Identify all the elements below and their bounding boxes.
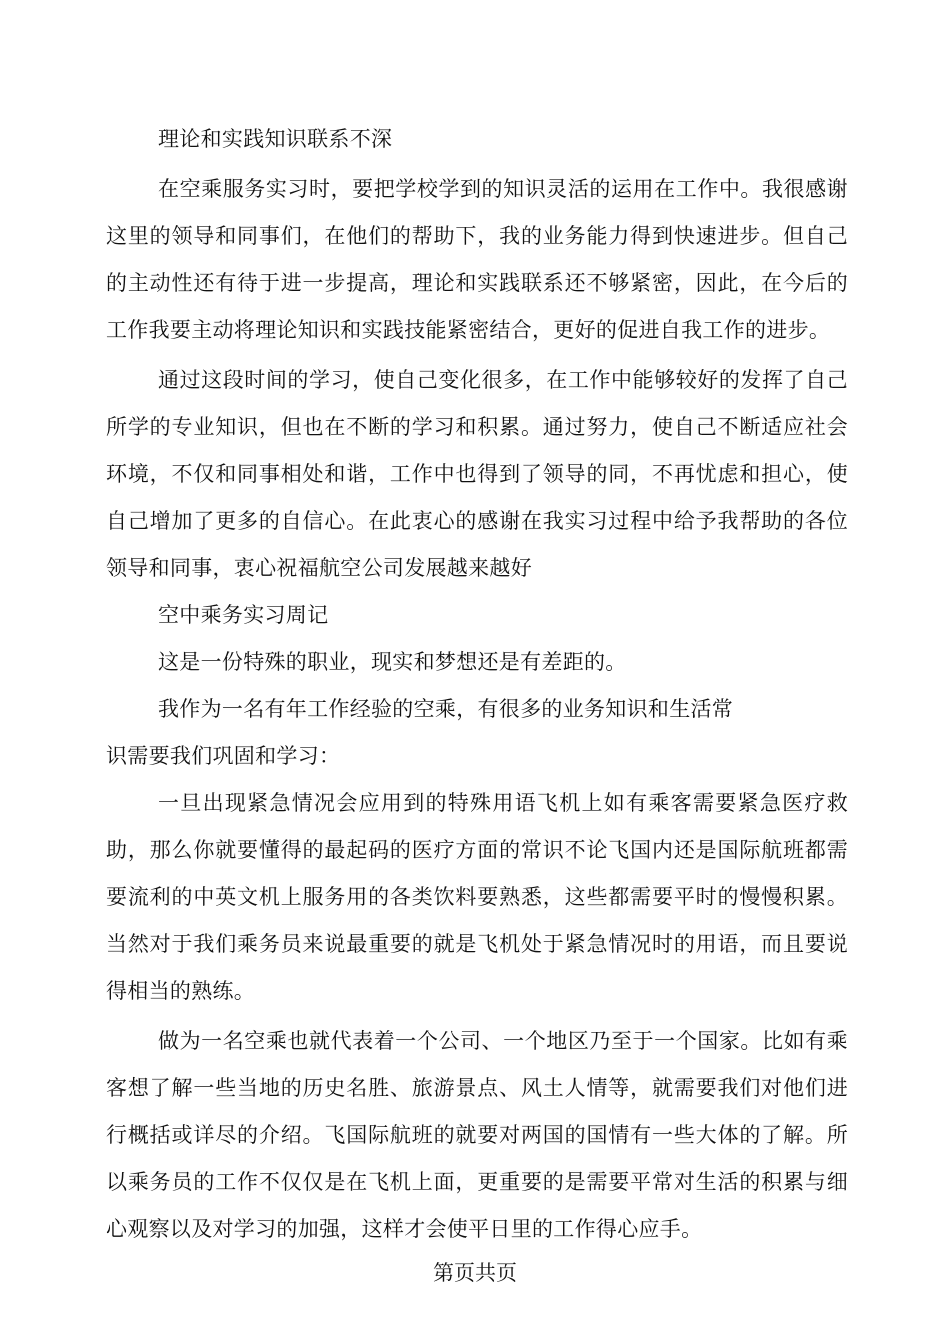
document-body (106, 116, 848, 1253)
paragraph-special-profession: 这是一份特殊的职业，现实和梦想还是有差距的。 (158, 650, 627, 674)
page-footer: 第页共页 (433, 1261, 517, 1285)
paragraph-emergency-terms: 一旦出现紧急情况会应用到的特殊用语飞机上如有乘客需要紧急医疗救助，那么你就要懂得的最起码的医疗方面的常识不论飞国内还是国际航班都需要流利的中英文机上服务用的各类饮料要熟悉，这些都需要平时的慢慢积累。当然对于我们乘务员来说最重要的就是飞机处于紧急情况时的用语，而且要说得相当的熟练。 (106, 791, 848, 1003)
paragraph-experience-continued: 识需要我们巩固和学习： (106, 744, 341, 768)
paragraph-experience-intro: 我作为一名有年工作经验的空乘，有很多的业务知识和生活常 (158, 697, 734, 721)
paragraph-learning-progress: 通过这段时间的学习，使自己变化很多，在工作中能够较好的发挥了自己所学的专业知识，但也在不断的学习和积累。通过努力，使自己不断适应社会环境，不仅和同事相处和谐，工作中也得到了领导的同，不再忧虑和担心，使自己增加了更多的自信心。在此衷心的感谢在我实习过程中给予我帮助的各位领导和同事，衷心祝福航空公司发展越来越好 (106, 368, 848, 580)
section-heading-weekly-journal: 空中乘务实习周记 (158, 603, 329, 627)
paragraph-representation: 做为一名空乘也就代表着一个公司、一个地区乃至于一个国家。比如有乘客想了解一些当地的历史名胜、旅游景点、风土人情等，就需要我们对他们进行概括或详尽的介绍。飞国际航班的就要对两国的国情有一些大体的了解。所以乘务员的工作不仅仅是在飞机上面，更重要的是需要平常对生活的积累与细心观察以及对学习的加强，这样才会使平日里的工作得心应手。 (106, 1029, 848, 1241)
section-heading-theory-practice: 理论和实践知识联系不深 (158, 127, 393, 151)
paragraph-internship-service: 在空乘服务实习时，要把学校学到的知识灵活的运用在工作中。我很感谢这里的领导和同事们，在他们的帮助下，我的业务能力得到快速进步。但自己的主动性还有待于进一步提高，理论和实践联系还不够紧密，因此，在今后的工作我要主动将理论知识和实践技能紧密结合，更好的促进自我工作的进步。 (106, 177, 848, 342)
